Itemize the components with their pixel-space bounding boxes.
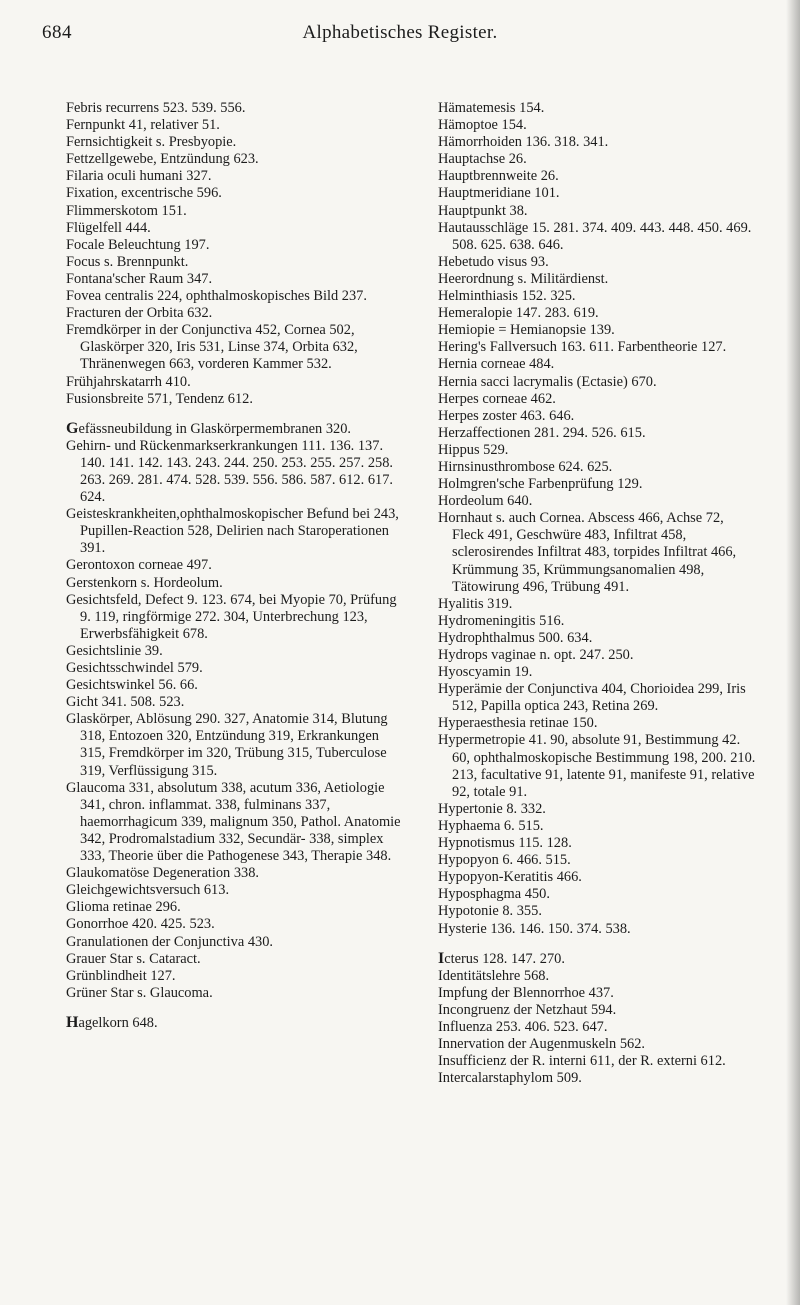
index-entry-text: Hornhaut s. auch Cornea. Abscess 466, Achse 72, Fleck 491, Geschwüre 483, Infiltrat 458, sclerosirendes Infiltrat 483, torpides Infiltrat 466, Krümmung 35, Krümmungsanomalien 498, Tätowirung 496, Trübung 491. bbox=[438, 510, 737, 595]
index-entry bbox=[438, 1002, 758, 1019]
index-entry bbox=[438, 288, 758, 305]
index-entry-text: Hering's Fallversuch 163. 611. Farbentheorie 127. bbox=[438, 339, 727, 356]
index-entry-text: Identitätslehre 568. bbox=[438, 967, 550, 984]
index-entry-text: Granulationen der Conjunctiva 430. bbox=[66, 933, 274, 950]
index-entry bbox=[66, 134, 401, 151]
index-entry bbox=[438, 203, 758, 220]
index-entry bbox=[66, 100, 401, 117]
page-edge-shadow bbox=[786, 0, 800, 1305]
index-entry bbox=[438, 356, 758, 373]
index-entry bbox=[66, 951, 401, 968]
index-entry bbox=[438, 921, 758, 938]
index-entry bbox=[438, 442, 758, 459]
index-entry-text: Helminthiasis 152. 325. bbox=[438, 288, 576, 305]
index-entry-text: Flimmerskotom 151. bbox=[66, 202, 187, 219]
index-entry-text: Glaskörper, Ablösung 290. 327, Anatomie 314, Blutung 318, Entozoen 320, Entzündung 319, Erkrankungen 315, Fremdkörper im 320, Trübung 315, Tuberculose 319, Verflüssigung 315. bbox=[66, 711, 388, 779]
index-entry bbox=[66, 899, 401, 916]
index-entry bbox=[66, 237, 401, 254]
index-entry bbox=[438, 985, 758, 1002]
index-entry-text: Hordeolum 640. bbox=[438, 493, 533, 510]
index-entry bbox=[438, 254, 758, 271]
index-entry bbox=[66, 711, 401, 779]
index-entry-text: Gerstenkorn s. Hordeolum. bbox=[66, 574, 223, 591]
index-entry-text: Hydromeningitis 516. bbox=[438, 612, 565, 629]
index-entry bbox=[66, 985, 401, 1002]
index-entry bbox=[438, 681, 758, 715]
index-entry-text: Fremdkörper in der Conjunctiva 452, Cornea 502, Glaskörper 320, Iris 531, Linse 374, Orbita 632, Thränenwegen 663, vorderen Kammer 532. bbox=[66, 322, 358, 373]
index-entry bbox=[66, 592, 401, 643]
index-entry bbox=[438, 168, 758, 185]
index-entry bbox=[66, 934, 401, 951]
index-entry bbox=[66, 374, 401, 391]
index-entry bbox=[66, 557, 401, 574]
section-initial: H bbox=[66, 1013, 79, 1031]
index-entry-text: Focale Beleuchtung 197. bbox=[66, 236, 210, 253]
index-entry bbox=[438, 835, 758, 852]
index-entry bbox=[438, 630, 758, 647]
index-entry-text: Incongruenz der Netzhaut 594. bbox=[438, 1001, 617, 1018]
index-entry bbox=[438, 185, 758, 202]
index-entry-text: Gleichgewichtsversuch 613. bbox=[66, 882, 230, 899]
index-entry-text: Hautausschläge 15. 281. 374. 409. 443. 448. 450. 469. 508. 625. 638. 646. bbox=[438, 219, 752, 253]
index-entry bbox=[438, 903, 758, 920]
index-entry-text: Influenza 253. 406. 523. 647. bbox=[438, 1018, 608, 1035]
index-entry-text: Frühjahrskatarrh 410. bbox=[66, 373, 191, 390]
index-entry-text: Intercalarstaphylom 509. bbox=[438, 1070, 582, 1087]
index-entry-text: Hyposphagma 450. bbox=[438, 886, 550, 903]
index-entry bbox=[438, 151, 758, 168]
index-entry bbox=[438, 305, 758, 322]
index-entry bbox=[66, 694, 401, 711]
index-entry bbox=[438, 950, 758, 968]
index-entry bbox=[66, 882, 401, 899]
index-entry bbox=[438, 613, 758, 630]
index-entry bbox=[66, 916, 401, 933]
index-entry bbox=[438, 647, 758, 664]
index-entry-text: Hebetudo visus 93. bbox=[438, 253, 549, 270]
index-entry-text: Hyperaesthesia retinae 150. bbox=[438, 715, 598, 732]
index-entry bbox=[438, 459, 758, 476]
index-entry-text: Grauer Star s. Cataract. bbox=[66, 950, 201, 967]
index-entry-text: Flügelfell 444. bbox=[66, 219, 151, 236]
index-entry-text: Hypermetropie 41. 90, absolute 91, Bestimmung 42. 60, ophthalmoskopische Bestimmung 198, 200. 210. 213, facultative 91, latente 91, manifeste 91, relative 92, totale 91. bbox=[438, 732, 756, 800]
index-entry-text: Impfung der Blennorrhoe 437. bbox=[438, 984, 614, 1001]
index-entry bbox=[66, 220, 401, 237]
index-entry-text: Hernia corneae 484. bbox=[438, 356, 555, 373]
index-entry-text: Hyalitis 319. bbox=[438, 595, 513, 612]
index-entry-text: Gonorrhoe 420. 425. 523. bbox=[66, 916, 215, 933]
index-entry-text: Filaria oculi humani 327. bbox=[66, 168, 212, 185]
index-entry bbox=[438, 715, 758, 732]
index-entry-text: Hypopyon-Keratitis 466. bbox=[438, 869, 582, 886]
index-entry-text: Fusionsbreite 571, Tendenz 612. bbox=[66, 390, 253, 407]
index-entry-text: Hypotonie 8. 355. bbox=[438, 903, 542, 920]
index-entry bbox=[438, 596, 758, 613]
index-entry bbox=[438, 1070, 758, 1087]
index-entry bbox=[66, 420, 401, 438]
index-entry-text: Hyphaema 6. 515. bbox=[438, 817, 544, 834]
index-entry-text: Herpes zoster 463. 646. bbox=[438, 407, 575, 424]
index-entry-text: Fernpunkt 41, relativer 51. bbox=[66, 117, 220, 134]
index-entry-text: Fovea centralis 224, ophthalmoskopisches Bild 237. bbox=[66, 288, 367, 305]
index-entry-text: Geisteskrankheiten,ophthalmoskopischer Befund bei 243, Pupillen-Reaction 528, Delirien nach Staroperationen 391. bbox=[66, 506, 399, 557]
index-entry-text: Gesichtslinie 39. bbox=[66, 642, 163, 659]
index-entry-text: Fettzellgewebe, Entzündung 623. bbox=[66, 151, 259, 168]
index-entry-text: Gicht 341. 508. 523. bbox=[66, 694, 185, 711]
index-entry bbox=[66, 438, 401, 506]
index-entry-text: Grüner Star s. Glaucoma. bbox=[66, 984, 213, 1001]
index-entry bbox=[438, 134, 758, 151]
index-entry-text: Hemiopie = Hemianopsie 139. bbox=[438, 322, 615, 339]
index-entry bbox=[438, 322, 758, 339]
index-entry bbox=[438, 425, 758, 442]
index-entry bbox=[438, 801, 758, 818]
page-title: Alphabetisches Register. bbox=[302, 22, 498, 43]
index-entry bbox=[66, 865, 401, 882]
index-entry bbox=[438, 374, 758, 391]
index-entry-text: agelkorn 648. bbox=[78, 1014, 158, 1031]
index-entry bbox=[438, 220, 758, 254]
index-entry bbox=[66, 203, 401, 220]
index-entry-text: Gesichtsfeld, Defect 9. 123. 674, bei Myopie 70, Prüfung 9. 119, ringförmige 272. 304, Unterbrechung 123, Erwerbsfähigkeit 678. bbox=[66, 591, 397, 642]
index-entry-text: Hämoptoe 154. bbox=[438, 117, 527, 134]
index-entry-text: Glaucoma 331, absolutum 338, acutum 336, Aetiologie 341, chron. inflammat. 338, fulminans 337, haemorrhagicum 339, malignum 350, Pathol. Anatomie 342, Prodromalstadium 332, Secundär- 338, simplex 333, Theorie über die Pathogenese 343, Therapie 348. bbox=[66, 779, 401, 865]
index-entry bbox=[438, 100, 758, 117]
index-entry-text: Gesichtsschwindel 579. bbox=[66, 660, 203, 676]
index-entry-text: Gesichtswinkel 56. 66. bbox=[66, 677, 198, 694]
index-entry bbox=[438, 664, 758, 681]
index-entry-text: Herzaffectionen 281. 294. 526. 615. bbox=[438, 424, 646, 441]
index-entry bbox=[438, 391, 758, 408]
index-entry bbox=[66, 1014, 401, 1032]
index-entry-text: Fernsichtigkeit s. Presbyopie. bbox=[66, 134, 237, 151]
index-entry bbox=[66, 151, 401, 168]
index-entry-text: Hippus 529. bbox=[438, 441, 509, 458]
index-entry bbox=[66, 305, 401, 322]
index-entry bbox=[438, 1019, 758, 1036]
index-entry-text: Hirnsinusthrombose 624. 625. bbox=[438, 458, 613, 475]
index-entry bbox=[66, 575, 401, 592]
index-column-right bbox=[438, 100, 758, 1087]
index-entry bbox=[438, 1053, 758, 1070]
index-entry bbox=[66, 677, 401, 694]
index-entry bbox=[66, 322, 401, 373]
index-entry bbox=[438, 271, 758, 288]
index-entry bbox=[438, 510, 758, 595]
index-entry bbox=[66, 185, 401, 202]
index-entry-text: Hysterie 136. 146. 150. 374. 538. bbox=[438, 920, 631, 937]
index-entry-text: Fracturen der Orbita 632. bbox=[66, 305, 213, 322]
index-entry bbox=[438, 968, 758, 985]
index-entry-text: Insufficienz der R. interni 611, der R. externi 612. bbox=[438, 1053, 726, 1070]
index-entry-text: Holmgren'sche Farbenprüfung 129. bbox=[438, 476, 643, 493]
index-entry-text: Hernia sacci lacrymalis (Ectasie) 670. bbox=[438, 373, 657, 390]
index-entry-text: efässneubildung in Glaskörpermembranen 320. bbox=[78, 420, 352, 437]
section-initial: I bbox=[438, 949, 445, 967]
index-entry-text: Gerontoxon corneae 497. bbox=[66, 557, 212, 574]
index-entry bbox=[438, 886, 758, 903]
index-entry-text: Hypnotismus 115. 128. bbox=[438, 835, 572, 852]
index-entry bbox=[438, 117, 758, 134]
index-entry bbox=[438, 493, 758, 510]
index-entry bbox=[66, 643, 401, 660]
page-number: 684 bbox=[42, 22, 72, 43]
index-entry-text: Febris recurrens 523. 539. 556. bbox=[66, 100, 246, 116]
index-entry-text: Hauptpunkt 38. bbox=[438, 202, 528, 219]
page-header bbox=[0, 22, 800, 52]
index-entry-text: Grünblindheit 127. bbox=[66, 967, 176, 984]
index-column-left bbox=[66, 100, 401, 1032]
index-entry bbox=[66, 254, 401, 271]
index-entry-text: Fontana'scher Raum 347. bbox=[66, 270, 213, 287]
index-entry-text: Glioma retinae 296. bbox=[66, 899, 181, 916]
index-entry-text: Gehirn- und Rückenmarkserkrankungen 111. 136. 137. 140. 141. 142. 143. 243. 244. 250. 253. 255. 257. 258. 263. 269. 281. 474. 528. 539. 556. 586. 587. 612. 617. 624. bbox=[66, 437, 393, 506]
index-entry-text: Hydrops vaginae n. opt. 247. 250. bbox=[438, 647, 634, 663]
index-entry bbox=[438, 852, 758, 869]
index-entry-text: Hauptbrennweite 26. bbox=[438, 168, 559, 185]
index-entry bbox=[66, 117, 401, 134]
index-entry-text: Hauptachse 26. bbox=[438, 151, 527, 168]
index-entry-text: Hämorrhoiden 136. 318. 341. bbox=[438, 134, 609, 151]
index-entry bbox=[66, 391, 401, 408]
index-entry bbox=[66, 271, 401, 288]
index-entry-text: Hypertonie 8. 332. bbox=[438, 800, 546, 817]
index-entry bbox=[438, 818, 758, 835]
index-entry bbox=[66, 780, 401, 865]
index-entry-text: Heerordnung s. Militärdienst. bbox=[438, 270, 609, 287]
index-entry-text: Glaukomatöse Degeneration 338. bbox=[66, 865, 260, 882]
index-entry bbox=[438, 476, 758, 493]
index-entry-text: Hauptmeridiane 101. bbox=[438, 185, 560, 202]
index-entry-text: Hämatemesis 154. bbox=[438, 100, 545, 116]
index-entry bbox=[66, 968, 401, 985]
section-initial: G bbox=[66, 419, 79, 437]
index-entry bbox=[66, 506, 401, 557]
index-entry-text: Hyoscyamin 19. bbox=[438, 664, 533, 681]
index-entry-text: Focus s. Brennpunkt. bbox=[66, 253, 189, 270]
index-entry bbox=[66, 288, 401, 305]
index-entry bbox=[66, 660, 401, 677]
index-entry-text: Fixation, excentrische 596. bbox=[66, 185, 222, 202]
index-entry-text: Hypopyon 6. 466. 515. bbox=[438, 852, 571, 869]
index-entry-text: Hyperämie der Conjunctiva 404, Chorioidea 299, Iris 512, Papilla optica 243, Retina 269. bbox=[438, 681, 746, 715]
index-entry bbox=[66, 168, 401, 185]
index-entry-text: Herpes corneae 462. bbox=[438, 390, 556, 407]
index-entry-text: cterus 128. 147. 270. bbox=[444, 950, 565, 967]
index-entry bbox=[438, 339, 758, 356]
index-entry-text: Hydrophthalmus 500. 634. bbox=[438, 629, 593, 646]
index-entry bbox=[438, 869, 758, 886]
index-entry bbox=[438, 732, 758, 800]
index-entry bbox=[438, 1036, 758, 1053]
index-entry-text: Innervation der Augenmuskeln 562. bbox=[438, 1036, 646, 1053]
index-entry-text: Hemeralopie 147. 283. 619. bbox=[438, 305, 599, 322]
index-entry bbox=[438, 408, 758, 425]
